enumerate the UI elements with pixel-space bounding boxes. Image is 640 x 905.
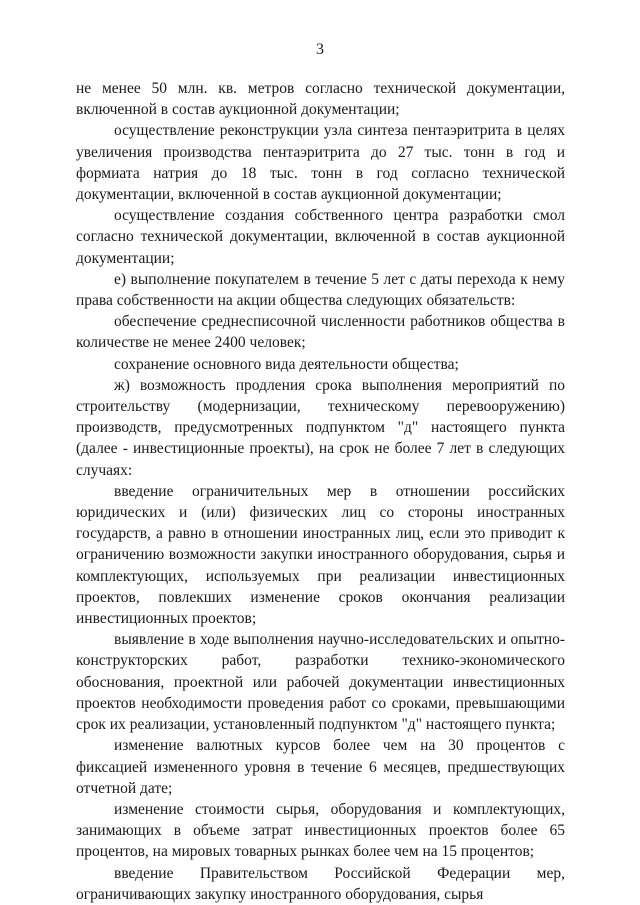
paragraph: сохранение основного вида деятельности общества; (114, 355, 459, 373)
paragraph: введение Правительством Российской Федерации мер, ограничивающих закупку иностранного оборудования, сырья (76, 864, 565, 903)
paragraph: выявление в ходе выполнения научно-исследовательских и опытно-конструкторских работ, разработки технико-экономического обоснования, проектной или рабочей документации инвестиционных проектов необходимости проведения работ со сроками, превышающими срок их реализации, установленный подпунктом "д" настоящего пункта; (76, 631, 565, 734)
paragraph: обеспечение среднесписочной численности работников общества в количестве не менее 2400 человек; (76, 313, 565, 352)
document-body (76, 78, 565, 905)
paragraph: осуществление создания собственного центра разработки смол согласно технической документации, включенной в состав аукционной документации; (76, 207, 565, 267)
paragraph: изменение валютных курсов более чем на 30 процентов с фиксацией измененного уровня в течение 6 месяцев, предшествующих отчетной дате; (76, 737, 565, 797)
paragraph: осуществление реконструкции узла синтеза пентаэритрита в целях увеличения производства пентаэритрита до 27 тыс. тонн в год и формиата натрия до 18 тыс. тонн в год согласно технической документации, включенной в состав аукционной документации; (76, 122, 565, 204)
paragraph: е) выполнение покупателем в течение 5 лет с даты перехода к нему права собственности на акции общества следующих обязательств: (76, 270, 565, 310)
page-number: 3 (316, 41, 324, 58)
paragraph: ж) возможность продления срока выполнения мероприятий по строительству (модернизации, техническому перевооружению) производств, предусмотренных подпунктом "д" настоящего пункта (далее - инвестиционные проекты), на срок не более 7 лет в следующих случаях: (76, 376, 565, 479)
paragraph: изменение стоимости сырья, оборудования и комплектующих, занимающих в объеме затрат инвестиционных проектов более 65 процентов, на мировых товарных рынках более чем на 15 процентов; (76, 800, 565, 861)
paragraph: введение ограничительных мер в отношении российских юридических и (или) физических лиц со стороны иностранных государств, а равно в отношении иностранных лиц, если это приводит к ограничению возможности закупки иностранного оборудования, сырья и комплектующих, используемых при реализации инвестиционных проектов, повлекших изменение сроков окончания реализации инвестиционных проектов; (76, 482, 565, 628)
paragraph: не менее 50 млн. кв. метров согласно технической документации, включенной в состав аукционной документации; (76, 80, 565, 119)
